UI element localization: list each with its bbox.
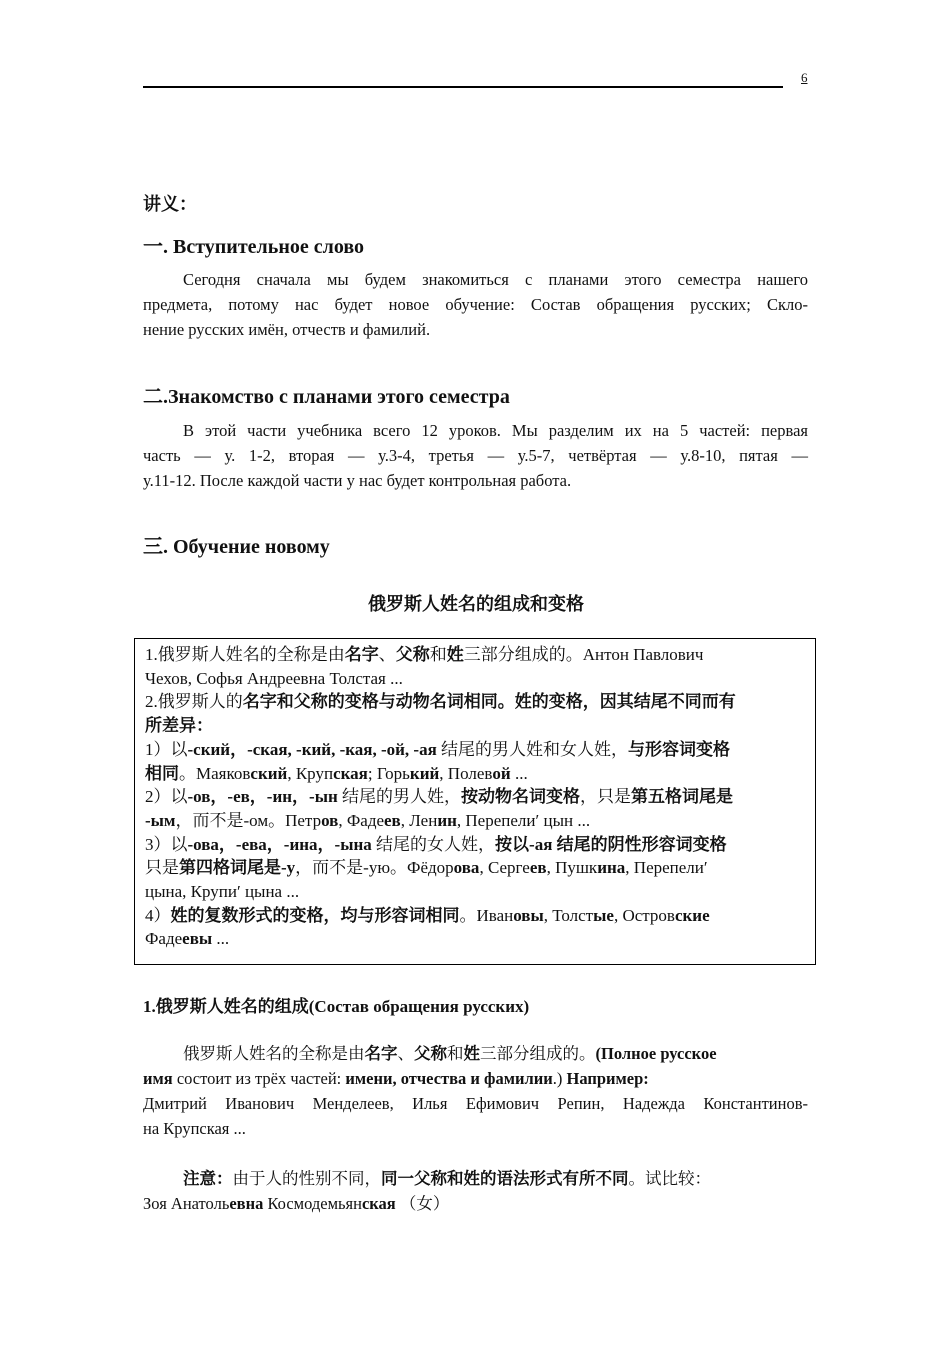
section-1-heading: 一. Вступительное слово xyxy=(143,236,364,258)
page-number: 6 xyxy=(801,70,808,85)
paragraph-line: на Крупская ... xyxy=(143,1119,246,1138)
box-line: 相同。Маяковский, Крупская; Горький, Полевой ... xyxy=(145,763,528,783)
paragraph-line: имя состоит из трёх частей: имени, отчества и фамилии.) Например: xyxy=(143,1069,649,1088)
paragraph-line: часть — у. 1-2, вторая — у.3-4, третья — у.5-7, четвёртая — у.8-10, пятая — xyxy=(143,446,808,465)
note-paragraph xyxy=(143,1166,808,1216)
paragraph-line: нение русских имён, отчеств и фамилий. xyxy=(143,320,431,339)
names-paragraph xyxy=(143,1041,808,1141)
section-2-paragraph xyxy=(143,418,808,493)
section-2-heading: 二.Знакомство с планами этого семестра xyxy=(143,386,510,408)
summary-box xyxy=(134,638,816,965)
subsection-heading: 1.俄罗斯人姓名的组成(Состав обращения русских) xyxy=(143,997,530,1016)
box-line: Чехов, Софья Андреевна Толстая ... xyxy=(145,668,403,688)
box-line: 2）以-ов，-ев，-ин，-ын 结尾的男人姓，按动物名词变格，只是第五格词尾是 xyxy=(145,787,734,807)
box-line: 4）姓的复数形式的变格，均与形容词相同。Ивановы, Толстые, Островские xyxy=(145,905,710,925)
paragraph-line: Сегодня сначала мы будем знакомиться с планами этого семестра нашего xyxy=(183,270,808,289)
handout-label: 讲义： xyxy=(143,194,197,214)
section-3-heading: 三. Обучение новому xyxy=(143,536,330,558)
box-line: 2.俄罗斯人的名字和父称的变格与动物名词相同。姓的变格，因其结尾不同而有 xyxy=(145,692,736,712)
paragraph-line: Зоя Анатольевна Космодемьянская （女） xyxy=(143,1194,450,1213)
box-line: 3）以-ова，-ева，-ина，-ына 结尾的女人姓，按以-ая 结尾的阴性形容词变格 xyxy=(145,834,727,854)
paragraph-line: предмета, потому нас будет новое обучение: Состав обращения русских; Скло- xyxy=(143,295,808,314)
box-line: 1）以-ский，-ская, -кий, -кая, -ой, -ая 结尾的男人姓和女人姓，与形容词变格 xyxy=(145,739,731,759)
box-line: 1.俄罗斯人姓名的全称是由名字、父称和姓三部分组成的。Антон Павлович xyxy=(145,645,704,664)
paragraph-line: 俄罗斯人姓名的全称是由名字、父称和姓三部分组成的。(Полное русское xyxy=(183,1044,717,1063)
paragraph-line: Дмитрий Иванович Менделеев, Илья Ефимович Репин, Надежда Константинов- xyxy=(143,1094,808,1113)
box-line: 只是第四格词尾是-у，而不是-ую。Фёдорова, Сергеев, Пушкина, Перепели′ xyxy=(145,858,708,878)
section-1-paragraph xyxy=(143,267,808,342)
box-line: -ым，而不是-ом。Петров, Фадеев, Ленин, Перепели′ цын ... xyxy=(145,810,591,830)
box-line: Фадеевы ... xyxy=(145,929,230,949)
paragraph-line: у.11-12. После каждой части у нас будет контрольная работа. xyxy=(143,471,572,490)
topic-title: 俄罗斯人姓名的组成和变格 xyxy=(368,594,584,614)
box-line: 所差异： xyxy=(145,716,213,736)
paragraph-line: 注意：由于人的性别不同，同一父称和姓的语法形式有所不同。试比较： xyxy=(183,1169,711,1188)
box-line: цына, Крупи′ цына ... xyxy=(145,882,300,902)
paragraph-line: В этой части учебника всего 12 уроков. Мы разделим их на 5 частей: первая xyxy=(183,421,808,440)
header-rule xyxy=(143,86,783,88)
